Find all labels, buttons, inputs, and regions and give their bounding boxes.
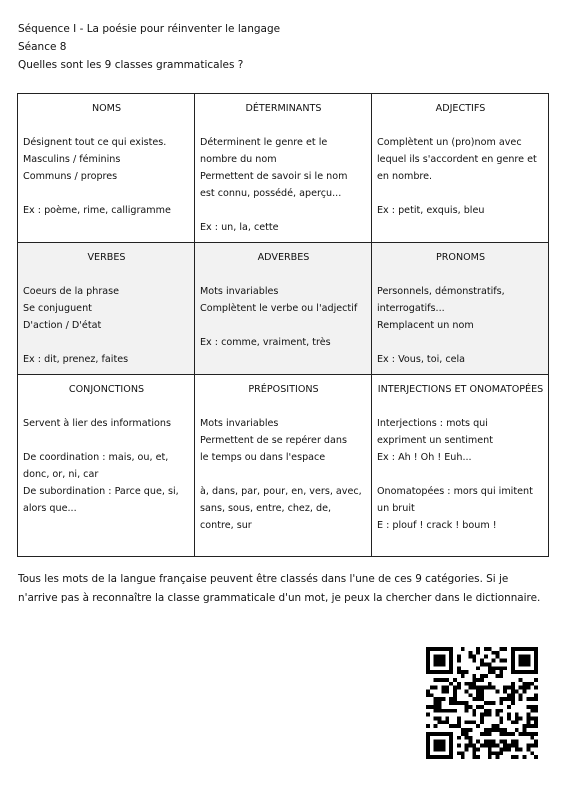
- cell-line: Ex : dit, prenez, faites: [23, 354, 129, 365]
- class-title: INTERJECTIONS ET ONOMATOPÉES: [377, 384, 544, 395]
- cell-line: Ex : un, la, cette: [200, 222, 279, 233]
- cell-line: en nombre.: [377, 171, 433, 182]
- class-title: ADVERBES: [257, 252, 310, 263]
- class-title: PRONOMS: [435, 252, 486, 263]
- table-row: [18, 94, 549, 243]
- cell-line: nombre du nom: [200, 154, 277, 165]
- class-cell: [195, 243, 372, 375]
- class-cell: [372, 243, 549, 375]
- cell-line: Interjections : mots qui: [377, 418, 488, 429]
- cell-line: sans, sous, entre, chez, de,: [200, 503, 332, 514]
- cell-line: Personnels, démonstratifs,: [377, 286, 505, 297]
- cell-line: Ex : petit, exquis, bleu: [377, 205, 485, 216]
- class-cell: [372, 375, 549, 557]
- class-cell: [18, 243, 195, 375]
- class-title: PRÉPOSITIONS: [248, 384, 319, 395]
- cell-line: un bruit: [377, 503, 415, 514]
- cell-line: Communs / propres: [23, 171, 118, 182]
- cell-line: Onomatopées : mors qui imitent: [377, 486, 533, 497]
- cell-line: Permettent de se repérer dans: [200, 435, 347, 446]
- class-title: CONJONCTIONS: [68, 384, 145, 395]
- class-title: NOMS: [91, 103, 122, 114]
- main-question: Quelles sont les 9 classes grammaticales ?: [18, 59, 244, 71]
- cell-line: Servent à lier des informations: [23, 418, 171, 429]
- document-header: [18, 20, 280, 74]
- cell-line: Remplacent un nom: [377, 320, 474, 331]
- footer-paragraph: Tous les mots de la langue française peuvent être classés dans l'une de ces 9 catégories. Si je n'arrive pas à reconnaître la classe grammaticale d'un mot, je peux la chercher dans le dictionnaire.: [18, 573, 541, 604]
- cell-line: contre, sur: [200, 520, 252, 531]
- seance-title: Séance 8: [18, 41, 67, 53]
- cell-line: Coeurs de la phrase: [23, 286, 120, 297]
- cell-line: De subordination : Parce que, si,: [23, 486, 179, 497]
- cell-line: E : plouf ! crack ! boum !: [377, 520, 497, 531]
- cell-line: Désignent tout ce qui existes.: [23, 137, 167, 148]
- class-title: ADJECTIFS: [435, 103, 486, 114]
- cell-line: Ex : comme, vraiment, très: [200, 337, 331, 348]
- qr-code: [426, 647, 538, 759]
- cell-line: Permettent de savoir si le nom: [200, 171, 348, 182]
- sequence-title: Séquence I - La poésie pour réinventer le langage: [18, 23, 281, 35]
- class-title: VERBES: [87, 252, 126, 263]
- cell-line: interrogatifs...: [377, 303, 445, 314]
- class-cell: [195, 94, 372, 243]
- cell-line: Masculins / féminins: [23, 154, 121, 165]
- grammar-classes-table: [17, 93, 549, 557]
- class-cell: [18, 375, 195, 557]
- cell-line: Mots invariables: [200, 286, 279, 297]
- cell-line: Complètent le verbe ou l'adjectif: [200, 303, 358, 314]
- cell-line: Ex : Vous, toi, cela: [377, 354, 466, 365]
- cell-line: Mots invariables: [200, 418, 279, 429]
- cell-line: expriment un sentiment: [377, 435, 493, 446]
- cell-line: Déterminent le genre et le: [200, 137, 328, 148]
- cell-line: Ex : Ah ! Oh ! Euh...: [377, 452, 472, 463]
- class-cell: [372, 94, 549, 243]
- cell-line: est connu, possédé, aperçu...: [200, 188, 342, 199]
- cell-line: De coordination : mais, ou, et,: [23, 452, 169, 463]
- class-title: DÉTERMINANTS: [245, 103, 322, 114]
- cell-line: Complètent un (pro)nom avec: [377, 137, 522, 148]
- class-cell: [195, 375, 372, 557]
- cell-line: Ex : poème, rime, calligramme: [23, 205, 171, 216]
- cell-line: à, dans, par, pour, en, vers, avec,: [200, 486, 362, 497]
- cell-line: D'action / D'état: [23, 320, 102, 331]
- cell-line: donc, or, ni, car: [23, 469, 99, 480]
- cell-line: le temps ou dans l'espace: [200, 452, 326, 463]
- table-row: [18, 375, 549, 557]
- class-cell: [18, 94, 195, 243]
- cell-line: Se conjuguent: [23, 303, 92, 314]
- table-row: [18, 243, 549, 375]
- cell-line: lequel ils s'accordent en genre et: [377, 154, 537, 165]
- cell-line: alors que...: [23, 503, 77, 514]
